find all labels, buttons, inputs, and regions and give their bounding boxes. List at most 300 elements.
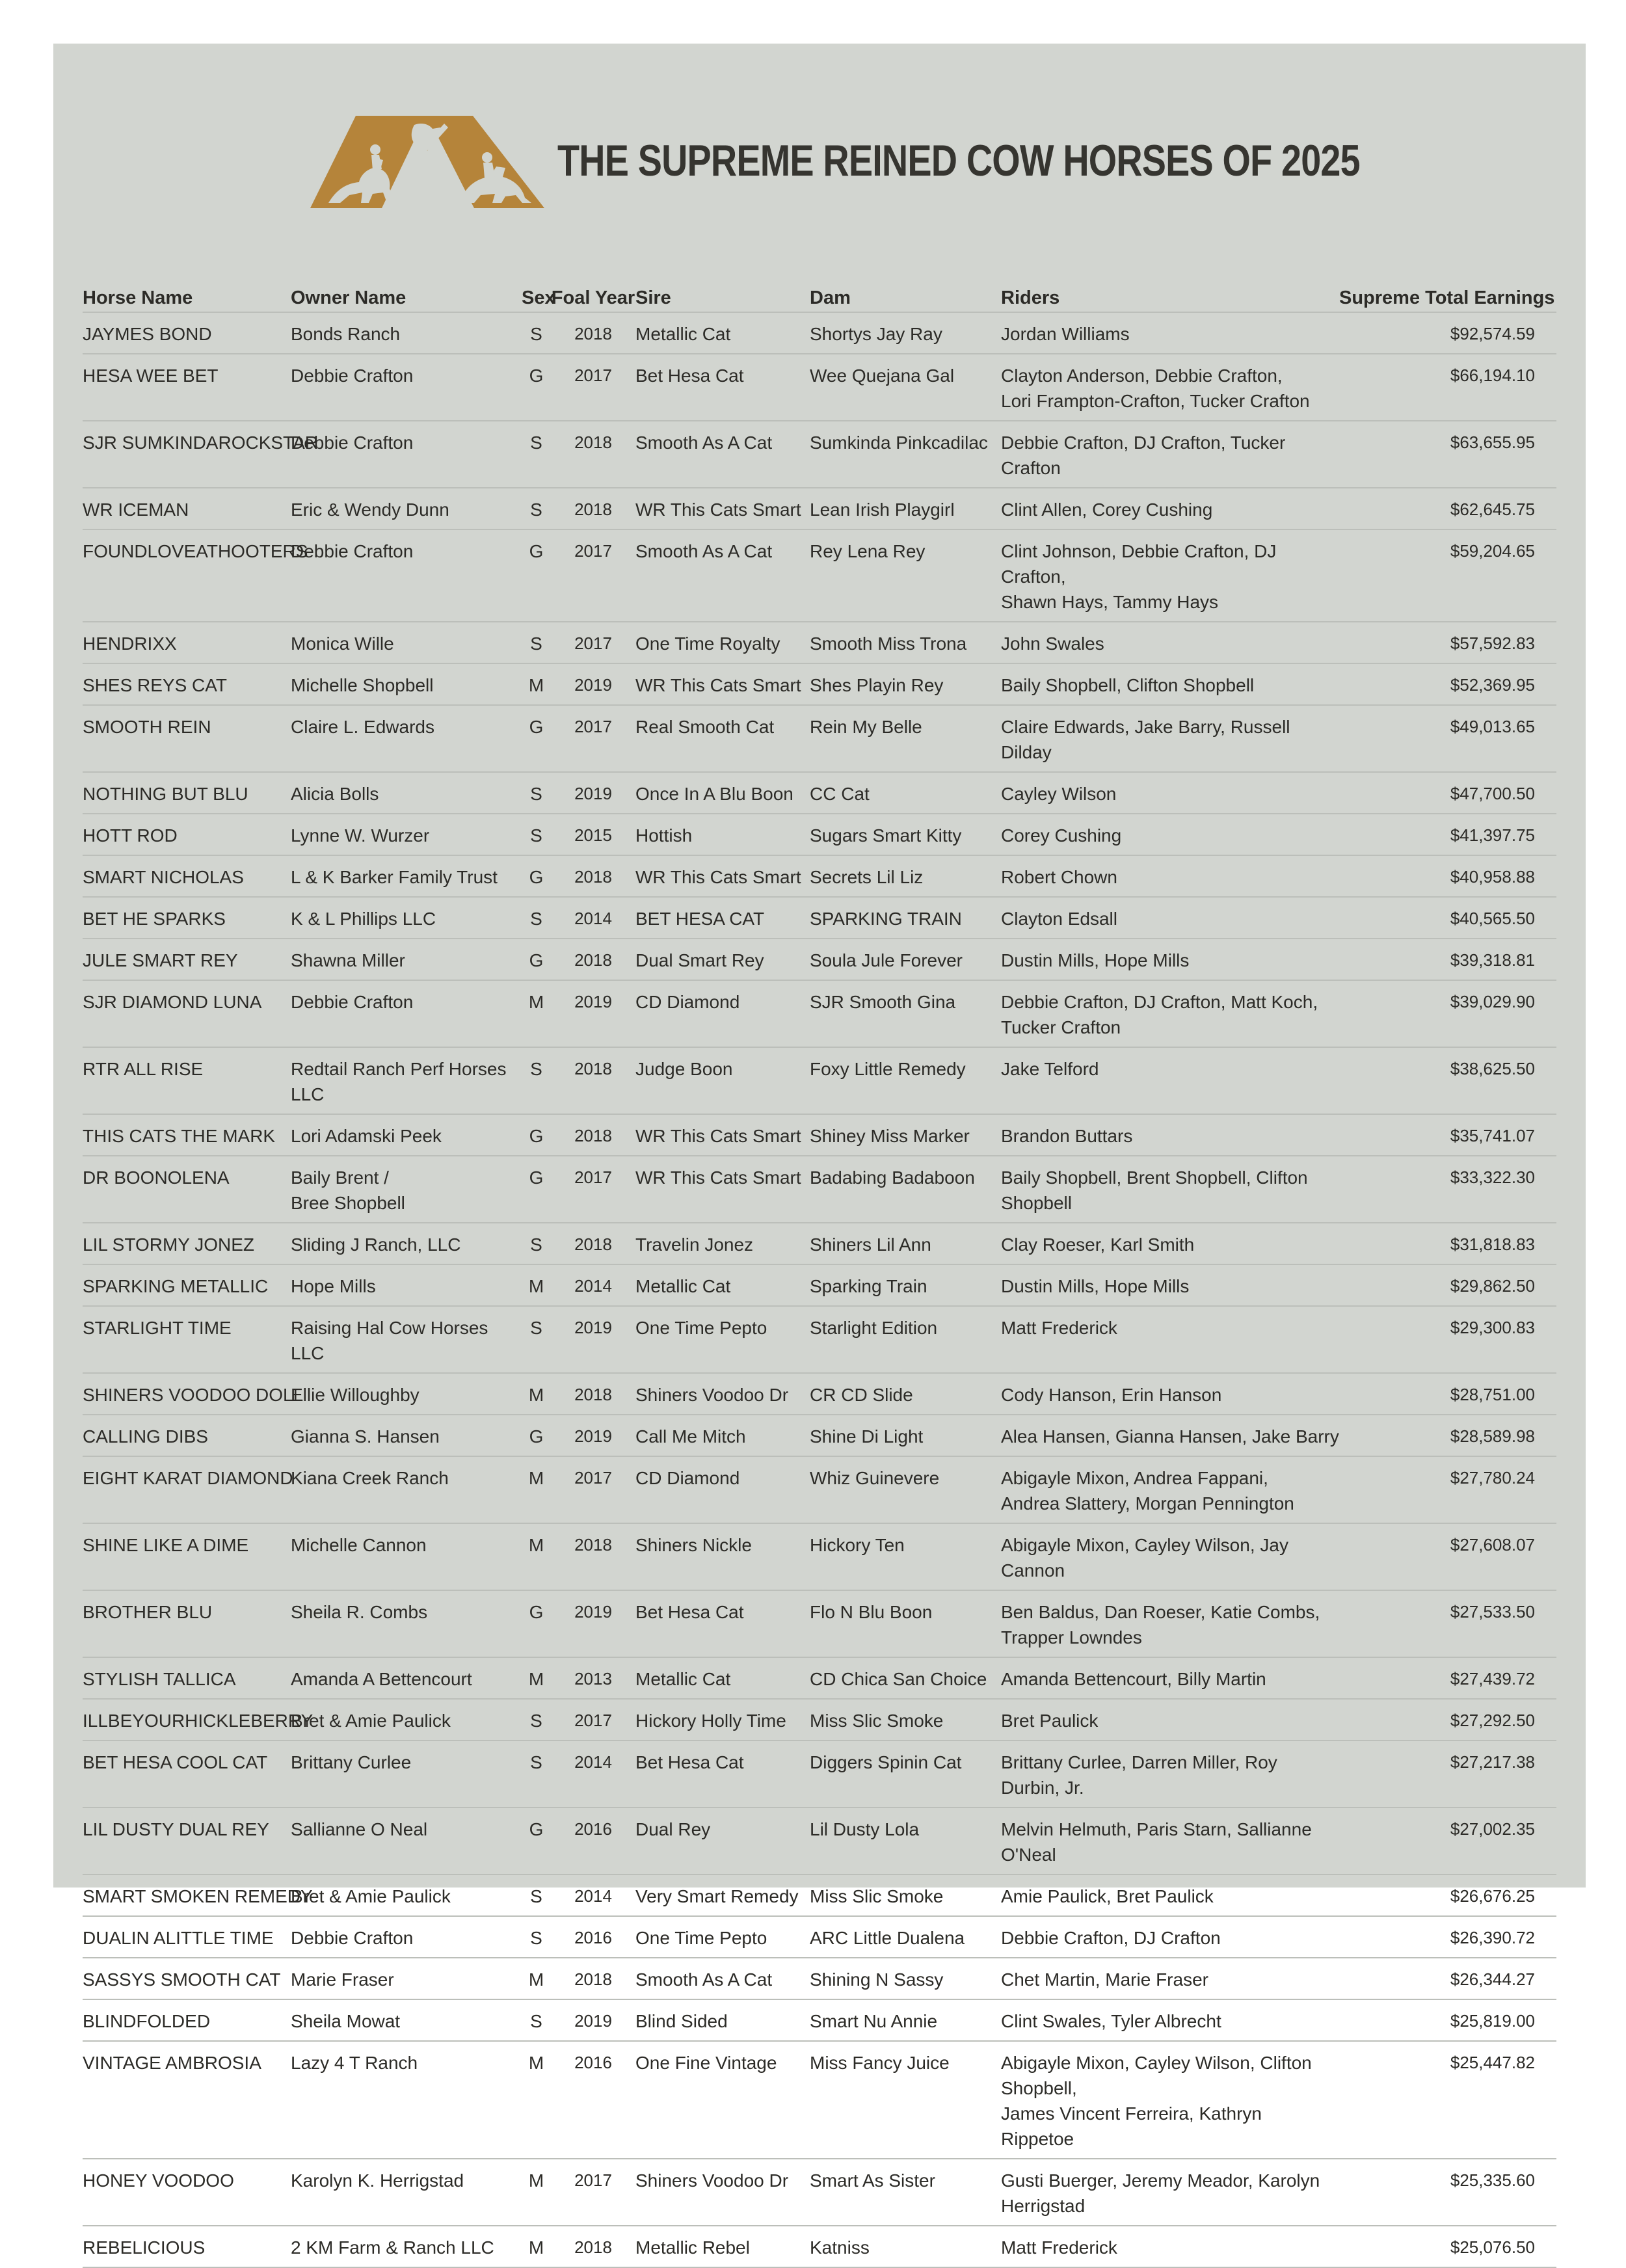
sex-cell: S: [522, 1699, 551, 1741]
table-row[interactable]: [83, 1047, 1556, 1114]
table-row[interactable]: [83, 1808, 1556, 1874]
earnings-cell: $25,076.50: [1339, 2226, 1556, 2267]
riders-cell: Melvin Helmuth, Paris Starn, Sallianne O'Neal: [1001, 1808, 1339, 1874]
table-row[interactable]: [83, 488, 1556, 529]
sex-cell: S: [522, 1999, 551, 2041]
sex-cell: G: [522, 1114, 551, 1156]
owner-name-cell: Hope Mills: [291, 1264, 522, 1306]
table-row[interactable]: [83, 1415, 1556, 1456]
foal-year-cell: 2018: [551, 1958, 635, 1999]
table-row[interactable]: [83, 1523, 1556, 1590]
horse-name-cell: REBELICIOUS: [83, 2226, 291, 2267]
table-row[interactable]: [83, 1958, 1556, 1999]
owner-name-cell: Karolyn K. Herrigstad: [291, 2159, 522, 2226]
sire-cell: Hottish: [635, 814, 810, 855]
earnings-cell: $28,589.98: [1339, 1415, 1556, 1456]
sex-cell: S: [522, 312, 551, 354]
sex-cell: M: [522, 2226, 551, 2267]
sex-cell: G: [522, 1156, 551, 1223]
riders-cell: Cayley Wilson: [1001, 772, 1339, 814]
horse-name-cell: THIS CATS THE MARK: [83, 1114, 291, 1156]
table-row[interactable]: [83, 1373, 1556, 1415]
sire-cell: Bet Hesa Cat: [635, 354, 810, 421]
earnings-cell: $40,958.88: [1339, 855, 1556, 897]
owner-name-cell: Sheila Mowat: [291, 1999, 522, 2041]
column-header-riders[interactable]: Riders: [1001, 270, 1339, 312]
table-row[interactable]: [83, 1264, 1556, 1306]
dam-cell: Sumkinda Pinkcadilac: [810, 421, 1001, 488]
table-row[interactable]: [83, 312, 1556, 354]
horse-name-cell: HOTT ROD: [83, 814, 291, 855]
horse-name-cell: LIL DUSTY DUAL REY: [83, 1808, 291, 1874]
dam-cell: Starlight Edition: [810, 1306, 1001, 1373]
dam-cell: Miss Slic Smoke: [810, 1874, 1001, 1916]
riders-cell: Ben Baldus, Dan Roeser, Katie Combs, Trapper Lowndes: [1001, 1590, 1339, 1657]
owner-name-cell: Sliding J Ranch, LLC: [291, 1223, 522, 1264]
sire-cell: Dual Smart Rey: [635, 939, 810, 980]
riders-cell: Baily Shopbell, Brent Shopbell, Clifton Shopbell: [1001, 1156, 1339, 1223]
sex-cell: G: [522, 855, 551, 897]
table-row[interactable]: [83, 1223, 1556, 1264]
table-row[interactable]: [83, 980, 1556, 1047]
earnings-cell: $25,335.60: [1339, 2159, 1556, 2226]
foal-year-cell: 2018: [551, 421, 635, 488]
riders-cell: Brittany Curlee, Darren Miller, Roy Durbin, Jr.: [1001, 1741, 1339, 1808]
sire-cell: WR This Cats Smart: [635, 1156, 810, 1223]
table-row[interactable]: [83, 855, 1556, 897]
table-row[interactable]: [83, 1306, 1556, 1373]
horse-name-cell: SJR DIAMOND LUNA: [83, 980, 291, 1047]
foal-year-cell: 2018: [551, 1047, 635, 1114]
riders-cell: Clayton Anderson, Debbie Crafton, Lori Frampton-Crafton, Tucker Crafton: [1001, 354, 1339, 421]
page-header: [310, 96, 1536, 226]
sex-cell: G: [522, 1808, 551, 1874]
horse-name-cell: JAYMES BOND: [83, 312, 291, 354]
dam-cell: Wee Quejana Gal: [810, 354, 1001, 421]
table-row[interactable]: [83, 897, 1556, 939]
sire-cell: One Time Pepto: [635, 1916, 810, 1958]
page-title: THE SUPREME REINED COW HORSES OF 2025: [557, 136, 1360, 185]
table-row[interactable]: [83, 939, 1556, 980]
sire-cell: Real Smooth Cat: [635, 705, 810, 772]
dam-cell: Shiney Miss Marker: [810, 1114, 1001, 1156]
owner-name-cell: Claire L. Edwards: [291, 705, 522, 772]
table-row[interactable]: [83, 814, 1556, 855]
column-header-earnings[interactable]: Supreme Total Earnings: [1339, 270, 1556, 312]
sex-cell: M: [522, 1523, 551, 1590]
riders-cell: Cody Hanson, Erin Hanson: [1001, 1373, 1339, 1415]
table-row[interactable]: [83, 1590, 1556, 1657]
horse-name-cell: SMART NICHOLAS: [83, 855, 291, 897]
earnings-cell: $31,818.83: [1339, 1223, 1556, 1264]
owner-name-cell: Debbie Crafton: [291, 1916, 522, 1958]
sex-cell: S: [522, 421, 551, 488]
table-row[interactable]: [83, 1699, 1556, 1741]
foal-year-cell: 2014: [551, 1874, 635, 1916]
foal-year-cell: 2018: [551, 855, 635, 897]
earnings-cell: $59,204.65: [1339, 529, 1556, 622]
foal-year-cell: 2018: [551, 312, 635, 354]
sire-cell: Shiners Voodoo Dr: [635, 1373, 810, 1415]
owner-name-cell: Lynne W. Wurzer: [291, 814, 522, 855]
riders-cell: Brandon Buttars: [1001, 1114, 1339, 1156]
table-row[interactable]: [83, 1657, 1556, 1699]
foal-year-cell: 2018: [551, 939, 635, 980]
riders-cell: Baily Shopbell, Clifton Shopbell: [1001, 663, 1339, 705]
earnings-cell: $62,645.75: [1339, 488, 1556, 529]
column-header-foal-year[interactable]: Foal Year: [551, 270, 635, 312]
sire-cell: Smooth As A Cat: [635, 1958, 810, 1999]
table-row[interactable]: [83, 772, 1556, 814]
foal-year-cell: 2017: [551, 1699, 635, 1741]
earnings-cell: $27,292.50: [1339, 1699, 1556, 1741]
table-row[interactable]: [83, 1999, 1556, 2041]
table-row[interactable]: [83, 354, 1556, 421]
table-row[interactable]: [83, 529, 1556, 622]
horse-name-cell: FOUNDLOVEATHOOTERS: [83, 529, 291, 622]
riders-cell: Chet Martin, Marie Fraser: [1001, 1958, 1339, 1999]
riders-cell: Clint Allen, Corey Cushing: [1001, 488, 1339, 529]
riders-cell: Claire Edwards, Jake Barry, Russell Dilday: [1001, 705, 1339, 772]
foal-year-cell: 2019: [551, 1590, 635, 1657]
earnings-cell: $28,751.00: [1339, 1373, 1556, 1415]
dam-cell: Shortys Jay Ray: [810, 312, 1001, 354]
table-header-row: [83, 270, 1556, 312]
sire-cell: Bet Hesa Cat: [635, 1590, 810, 1657]
table-row[interactable]: [83, 1741, 1556, 1808]
sex-cell: M: [522, 1657, 551, 1699]
dam-cell: Rein My Belle: [810, 705, 1001, 772]
sex-cell: S: [522, 1047, 551, 1114]
sex-cell: S: [522, 1874, 551, 1916]
horse-name-cell: BROTHER BLU: [83, 1590, 291, 1657]
table-body: [83, 312, 1556, 2267]
horse-name-cell: SHES REYS CAT: [83, 663, 291, 705]
owner-name-cell: Michelle Cannon: [291, 1523, 522, 1590]
sire-cell: CD Diamond: [635, 980, 810, 1047]
riders-cell: Clayton Edsall: [1001, 897, 1339, 939]
horse-name-cell: RTR ALL RISE: [83, 1047, 291, 1114]
owner-name-cell: Gianna S. Hansen: [291, 1415, 522, 1456]
cow-horse-logo-icon: [310, 112, 544, 209]
foal-year-cell: 2017: [551, 622, 635, 663]
sire-cell: CD Diamond: [635, 1456, 810, 1523]
sire-cell: Judge Boon: [635, 1047, 810, 1114]
dam-cell: Smart As Sister: [810, 2159, 1001, 2226]
owner-name-cell: Ellie Willoughby: [291, 1373, 522, 1415]
sex-cell: G: [522, 1415, 551, 1456]
earnings-cell: $27,002.35: [1339, 1808, 1556, 1874]
owner-name-cell: Sheila R. Combs: [291, 1590, 522, 1657]
riders-cell: John Swales: [1001, 622, 1339, 663]
foal-year-cell: 2018: [551, 1523, 635, 1590]
dam-cell: CR CD Slide: [810, 1373, 1001, 1415]
riders-cell: Abigayle Mixon, Cayley Wilson, Jay Cannon: [1001, 1523, 1339, 1590]
dam-cell: Miss Slic Smoke: [810, 1699, 1001, 1741]
riders-cell: Clint Swales, Tyler Albrecht: [1001, 1999, 1339, 2041]
sire-cell: Travelin Jonez: [635, 1223, 810, 1264]
earnings-cell: $35,741.07: [1339, 1114, 1556, 1156]
horse-name-cell: LIL STORMY JONEZ: [83, 1223, 291, 1264]
earnings-cell: $66,194.10: [1339, 354, 1556, 421]
owner-name-cell: Sallianne O Neal: [291, 1808, 522, 1874]
sex-cell: M: [522, 1958, 551, 1999]
owner-name-cell: Lori Adamski Peek: [291, 1114, 522, 1156]
earnings-cell: $39,029.90: [1339, 980, 1556, 1047]
sex-cell: S: [522, 897, 551, 939]
riders-cell: Amie Paulick, Bret Paulick: [1001, 1874, 1339, 1916]
earnings-cell: $38,625.50: [1339, 1047, 1556, 1114]
dam-cell: SPARKING TRAIN: [810, 897, 1001, 939]
sex-cell: M: [522, 1373, 551, 1415]
foal-year-cell: 2017: [551, 1156, 635, 1223]
foal-year-cell: 2013: [551, 1657, 635, 1699]
riders-cell: Abigayle Mixon, Cayley Wilson, Clifton Shopbell, James Vincent Ferreira, Kathryn Rippetoe: [1001, 2041, 1339, 2159]
owner-name-cell: Raising Hal Cow Horses LLC: [291, 1306, 522, 1373]
earnings-cell: $26,390.72: [1339, 1916, 1556, 1958]
page-panel: [53, 44, 1586, 2258]
riders-cell: Debbie Crafton, DJ Crafton, Matt Koch, Tucker Crafton: [1001, 980, 1339, 1047]
horse-name-cell: BET HESA COOL CAT: [83, 1741, 291, 1808]
table-row[interactable]: [83, 1916, 1556, 1958]
horse-name-cell: SMART SMOKEN REMEDY: [83, 1874, 291, 1916]
earnings-cell: $27,533.50: [1339, 1590, 1556, 1657]
foal-year-cell: 2019: [551, 1999, 635, 2041]
dam-cell: Hickory Ten: [810, 1523, 1001, 1590]
sex-cell: M: [522, 1456, 551, 1523]
foal-year-cell: 2018: [551, 2226, 635, 2267]
column-header-dam[interactable]: Dam: [810, 270, 1001, 312]
riders-cell: Debbie Crafton, DJ Crafton: [1001, 1916, 1339, 1958]
owner-name-cell: Debbie Crafton: [291, 354, 522, 421]
foal-year-cell: 2018: [551, 1373, 635, 1415]
sex-cell: M: [522, 980, 551, 1047]
sire-cell: Smooth As A Cat: [635, 529, 810, 622]
foal-year-cell: 2018: [551, 1223, 635, 1264]
horse-name-cell: HENDRIXX: [83, 622, 291, 663]
sex-cell: S: [522, 1306, 551, 1373]
horse-name-cell: DR BOONOLENA: [83, 1156, 291, 1223]
dam-cell: Shiners Lil Ann: [810, 1223, 1001, 1264]
earnings-cell: $27,608.07: [1339, 1523, 1556, 1590]
earnings-cell: $49,013.65: [1339, 705, 1556, 772]
table-row[interactable]: [83, 622, 1556, 663]
owner-name-cell: K & L Phillips LLC: [291, 897, 522, 939]
riders-cell: Debbie Crafton, DJ Crafton, Tucker Crafton: [1001, 421, 1339, 488]
column-header-horse-name[interactable]: Horse Name: [83, 270, 291, 312]
owner-name-cell: Monica Wille: [291, 622, 522, 663]
horse-name-cell: STYLISH TALLICA: [83, 1657, 291, 1699]
dam-cell: Soula Jule Forever: [810, 939, 1001, 980]
sire-cell: WR This Cats Smart: [635, 488, 810, 529]
sex-cell: G: [522, 529, 551, 622]
sire-cell: BET HESA CAT: [635, 897, 810, 939]
dam-cell: CC Cat: [810, 772, 1001, 814]
horse-name-cell: SASSYS SMOOTH CAT: [83, 1958, 291, 1999]
earnings-cell: $92,574.59: [1339, 312, 1556, 354]
riders-cell: Gusti Buerger, Jeremy Meador, Karolyn Herrigstad: [1001, 2159, 1339, 2226]
table-row[interactable]: [83, 421, 1556, 488]
sire-cell: Dual Rey: [635, 1808, 810, 1874]
earnings-cell: $27,439.72: [1339, 1657, 1556, 1699]
riders-cell: Matt Frederick: [1001, 1306, 1339, 1373]
horse-name-cell: SHINE LIKE A DIME: [83, 1523, 291, 1590]
owner-name-cell: Debbie Crafton: [291, 980, 522, 1047]
sex-cell: S: [522, 1916, 551, 1958]
earnings-cell: $27,780.24: [1339, 1456, 1556, 1523]
earnings-table: [83, 270, 1556, 2268]
sire-cell: One Fine Vintage: [635, 2041, 810, 2159]
owner-name-cell: L & K Barker Family Trust: [291, 855, 522, 897]
dam-cell: Lean Irish Playgirl: [810, 488, 1001, 529]
earnings-cell: $63,655.95: [1339, 421, 1556, 488]
owner-name-cell: Bret & Amie Paulick: [291, 1874, 522, 1916]
dam-cell: Foxy Little Remedy: [810, 1047, 1001, 1114]
owner-name-cell: Bonds Ranch: [291, 312, 522, 354]
foal-year-cell: 2017: [551, 354, 635, 421]
riders-cell: Corey Cushing: [1001, 814, 1339, 855]
riders-cell: Jordan Williams: [1001, 312, 1339, 354]
column-header-sex[interactable]: Sex: [522, 270, 551, 312]
sex-cell: G: [522, 354, 551, 421]
table-row[interactable]: [83, 1156, 1556, 1223]
dam-cell: Smart Nu Annie: [810, 1999, 1001, 2041]
riders-cell: Abigayle Mixon, Andrea Fappani, Andrea Slattery, Morgan Pennington: [1001, 1456, 1339, 1523]
foal-year-cell: 2017: [551, 1456, 635, 1523]
sex-cell: S: [522, 1741, 551, 1808]
table-row[interactable]: [83, 1874, 1556, 1916]
horse-name-cell: SJR SUMKINDAROCKSTAR: [83, 421, 291, 488]
dam-cell: SJR Smooth Gina: [810, 980, 1001, 1047]
dam-cell: Lil Dusty Lola: [810, 1808, 1001, 1874]
sex-cell: S: [522, 814, 551, 855]
owner-name-cell: Michelle Shopbell: [291, 663, 522, 705]
riders-cell: Matt Frederick: [1001, 2226, 1339, 2267]
owner-name-cell: Eric & Wendy Dunn: [291, 488, 522, 529]
foal-year-cell: 2018: [551, 488, 635, 529]
horse-name-cell: STARLIGHT TIME: [83, 1306, 291, 1373]
owner-name-cell: Marie Fraser: [291, 1958, 522, 1999]
table-row[interactable]: [83, 705, 1556, 772]
owner-name-cell: Bret & Amie Paulick: [291, 1699, 522, 1741]
foal-year-cell: 2017: [551, 2159, 635, 2226]
sex-cell: S: [522, 622, 551, 663]
earnings-cell: $40,565.50: [1339, 897, 1556, 939]
horse-name-cell: EIGHT KARAT DIAMOND: [83, 1456, 291, 1523]
table-row[interactable]: [83, 2041, 1556, 2159]
table-row[interactable]: [83, 1114, 1556, 1156]
riders-cell: Alea Hansen, Gianna Hansen, Jake Barry: [1001, 1415, 1339, 1456]
sire-cell: One Time Pepto: [635, 1306, 810, 1373]
dam-cell: Shining N Sassy: [810, 1958, 1001, 1999]
owner-name-cell: Brittany Curlee: [291, 1741, 522, 1808]
sire-cell: Shiners Voodoo Dr: [635, 2159, 810, 2226]
sex-cell: M: [522, 2159, 551, 2226]
owner-name-cell: Debbie Crafton: [291, 529, 522, 622]
sex-cell: S: [522, 1223, 551, 1264]
sire-cell: Shiners Nickle: [635, 1523, 810, 1590]
dam-cell: Smooth Miss Trona: [810, 622, 1001, 663]
foal-year-cell: 2014: [551, 1741, 635, 1808]
earnings-cell: $47,700.50: [1339, 772, 1556, 814]
earnings-cell: $57,592.83: [1339, 622, 1556, 663]
owner-name-cell: Baily Brent / Bree Shopbell: [291, 1156, 522, 1223]
riders-cell: Amanda Bettencourt, Billy Martin: [1001, 1657, 1339, 1699]
sire-cell: WR This Cats Smart: [635, 1114, 810, 1156]
dam-cell: Diggers Spinin Cat: [810, 1741, 1001, 1808]
foal-year-cell: 2019: [551, 980, 635, 1047]
owner-name-cell: Debbie Crafton: [291, 421, 522, 488]
foal-year-cell: 2015: [551, 814, 635, 855]
earnings-cell: $26,676.25: [1339, 1874, 1556, 1916]
sire-cell: Hickory Holly Time: [635, 1699, 810, 1741]
earnings-cell: $52,369.95: [1339, 663, 1556, 705]
table-row[interactable]: [83, 663, 1556, 705]
horse-name-cell: WR ICEMAN: [83, 488, 291, 529]
dam-cell: Whiz Guinevere: [810, 1456, 1001, 1523]
earnings-cell: $25,819.00: [1339, 1999, 1556, 2041]
riders-cell: Dustin Mills, Hope Mills: [1001, 939, 1339, 980]
sex-cell: M: [522, 2041, 551, 2159]
horse-name-cell: CALLING DIBS: [83, 1415, 291, 1456]
table-row[interactable]: [83, 1456, 1556, 1523]
foal-year-cell: 2016: [551, 1916, 635, 1958]
owner-name-cell: Amanda A Bettencourt: [291, 1657, 522, 1699]
foal-year-cell: 2018: [551, 1114, 635, 1156]
sex-cell: G: [522, 939, 551, 980]
sex-cell: M: [522, 663, 551, 705]
column-header-owner-name[interactable]: Owner Name: [291, 270, 522, 312]
column-header-sire[interactable]: Sire: [635, 270, 810, 312]
owner-name-cell: Alicia Bolls: [291, 772, 522, 814]
foal-year-cell: 2019: [551, 1415, 635, 1456]
owner-name-cell: Lazy 4 T Ranch: [291, 2041, 522, 2159]
sex-cell: S: [522, 772, 551, 814]
dam-cell: ARC Little Dualena: [810, 1916, 1001, 1958]
sire-cell: WR This Cats Smart: [635, 855, 810, 897]
table-row[interactable]: [83, 2159, 1556, 2226]
foal-year-cell: 2016: [551, 2041, 635, 2159]
dam-cell: CD Chica San Choice: [810, 1657, 1001, 1699]
sire-cell: Blind Sided: [635, 1999, 810, 2041]
dam-cell: Katniss: [810, 2226, 1001, 2267]
riders-cell: Bret Paulick: [1001, 1699, 1339, 1741]
dam-cell: Shes Playin Rey: [810, 663, 1001, 705]
earnings-cell: $25,447.82: [1339, 2041, 1556, 2159]
owner-name-cell: Redtail Ranch Perf Horses LLC: [291, 1047, 522, 1114]
horse-name-cell: ILLBEYOURHICKLEBERRY: [83, 1699, 291, 1741]
dam-cell: Rey Lena Rey: [810, 529, 1001, 622]
sex-cell: G: [522, 705, 551, 772]
riders-cell: Dustin Mills, Hope Mills: [1001, 1264, 1339, 1306]
sire-cell: One Time Royalty: [635, 622, 810, 663]
sire-cell: WR This Cats Smart: [635, 663, 810, 705]
horse-name-cell: DUALIN ALITTLE TIME: [83, 1916, 291, 1958]
earnings-cell: $41,397.75: [1339, 814, 1556, 855]
riders-cell: Clay Roeser, Karl Smith: [1001, 1223, 1339, 1264]
horse-name-cell: HONEY VOODOO: [83, 2159, 291, 2226]
earnings-cell: $26,344.27: [1339, 1958, 1556, 1999]
earnings-cell: $29,862.50: [1339, 1264, 1556, 1306]
foal-year-cell: 2016: [551, 1808, 635, 1874]
table-row[interactable]: [83, 2226, 1556, 2267]
horse-name-cell: JULE SMART REY: [83, 939, 291, 980]
sire-cell: Metallic Cat: [635, 1264, 810, 1306]
dam-cell: Flo N Blu Boon: [810, 1590, 1001, 1657]
sire-cell: Metallic Rebel: [635, 2226, 810, 2267]
sex-cell: S: [522, 488, 551, 529]
earnings-cell: $39,318.81: [1339, 939, 1556, 980]
